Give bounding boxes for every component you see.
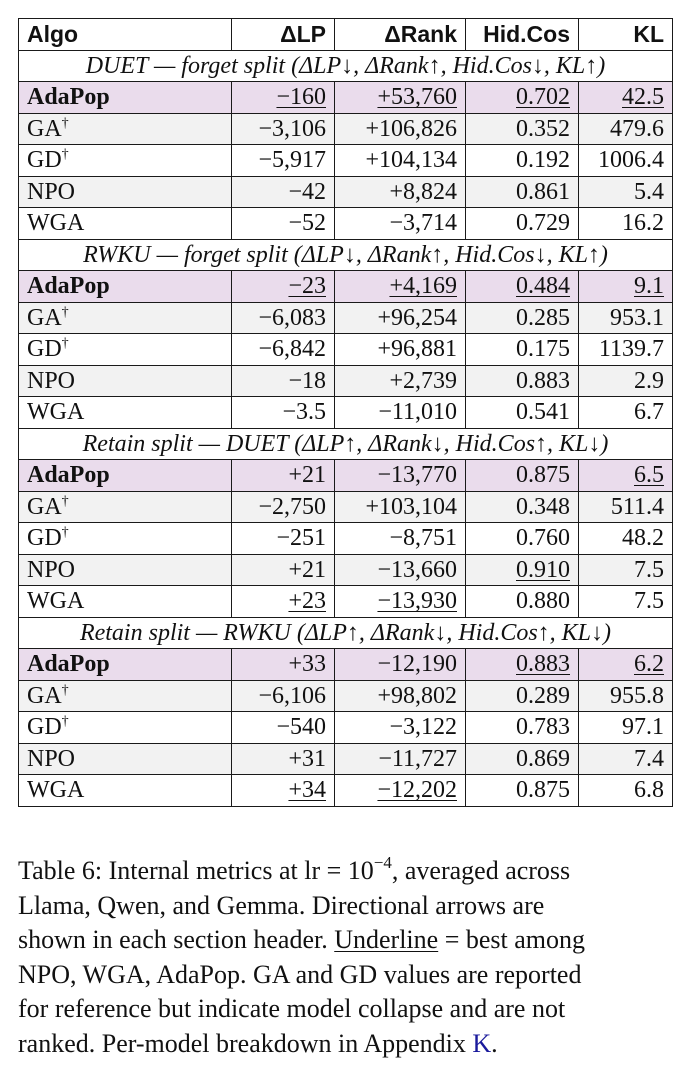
cell-value: 6.5 — [634, 462, 664, 489]
metrics-table — [18, 18, 673, 807]
cell-delta-rank — [335, 302, 466, 334]
cell-value: 9.1 — [634, 273, 664, 300]
cell-value: 0.910 — [516, 556, 570, 583]
cell-value: +106,826 — [365, 115, 457, 142]
cell-algo — [19, 586, 232, 618]
cell-delta-lp — [232, 743, 335, 775]
cell-kl — [579, 460, 673, 492]
section-title: DUET — forget split (ΔLP↓, ΔRank↑, Hid.Cos↓, KL↑) — [19, 50, 673, 82]
caption-line: Llama, Qwen, and Gemma. Directional arrows are — [18, 890, 545, 920]
cell-kl — [579, 523, 673, 555]
cell-value: −52 — [288, 210, 326, 237]
table-row — [19, 82, 673, 114]
cell-kl — [579, 775, 673, 807]
header-row — [19, 19, 673, 51]
algo-name: WGA — [27, 588, 85, 615]
cell-algo — [19, 397, 232, 429]
cell-value: −3.5 — [282, 399, 326, 426]
cell-value: 5.4 — [634, 178, 664, 205]
caption-text: = best among — [438, 925, 586, 954]
section-title: Retain split — RWKU (ΔLP↑, ΔRank↓, Hid.Cos↑, KL↓) — [19, 617, 673, 649]
cell-value: 0.192 — [516, 147, 570, 174]
cell-delta-lp — [232, 271, 335, 303]
cell-value: +98,802 — [377, 682, 457, 709]
table-row — [19, 586, 673, 618]
cell-value: 0.484 — [516, 273, 570, 300]
cell-value: +103,104 — [365, 493, 457, 520]
section-title: RWKU — forget split (ΔLP↓, ΔRank↑, Hid.Cos↓, KL↑) — [19, 239, 673, 271]
cell-kl — [579, 208, 673, 240]
cell-value: −160 — [276, 84, 326, 111]
table-row — [19, 712, 673, 744]
table-body — [19, 50, 673, 806]
cell-kl — [579, 712, 673, 744]
cell-value: 7.4 — [634, 745, 664, 772]
cell-algo — [19, 491, 232, 523]
cell-hid-cos — [466, 302, 579, 334]
cell-delta-rank — [335, 145, 466, 177]
cell-hid-cos — [466, 586, 579, 618]
cell-hid-cos — [466, 365, 579, 397]
caption-text: . — [491, 1028, 498, 1058]
cell-value: +4,169 — [389, 273, 457, 300]
cell-value: −18 — [288, 367, 326, 394]
table-row — [19, 649, 673, 681]
cell-value: −13,660 — [377, 556, 457, 583]
cell-delta-rank — [335, 649, 466, 681]
cell-value: +96,881 — [377, 336, 457, 363]
cell-delta-lp — [232, 554, 335, 586]
cell-delta-lp — [232, 334, 335, 366]
cell-value: +21 — [288, 462, 326, 489]
cell-kl — [579, 680, 673, 712]
cell-value: +33 — [288, 651, 326, 678]
cell-value: −12,202 — [377, 777, 457, 804]
cell-value: −12,190 — [377, 651, 457, 678]
cell-value: 6.2 — [634, 651, 664, 678]
table-row — [19, 680, 673, 712]
cell-value: 0.352 — [516, 115, 570, 142]
cell-delta-rank — [335, 743, 466, 775]
cell-kl — [579, 586, 673, 618]
cell-value: 511.4 — [610, 493, 664, 520]
table-row — [19, 208, 673, 240]
cell-delta-lp — [232, 649, 335, 681]
cell-delta-lp — [232, 460, 335, 492]
cell-delta-lp — [232, 302, 335, 334]
cell-value: 0.285 — [516, 304, 570, 331]
table-row — [19, 743, 673, 775]
section-header-row — [19, 239, 673, 271]
cell-value: 7.5 — [634, 556, 664, 583]
table-row — [19, 302, 673, 334]
cell-delta-lp — [232, 586, 335, 618]
cell-algo — [19, 743, 232, 775]
cell-value: 0.760 — [516, 525, 570, 552]
algo-name: WGA — [27, 210, 85, 237]
cell-kl — [579, 365, 673, 397]
cell-delta-rank — [335, 176, 466, 208]
cell-value: 479.6 — [610, 115, 664, 142]
section-header-row — [19, 428, 673, 460]
algo-name: GA — [27, 682, 62, 709]
cell-algo — [19, 554, 232, 586]
cell-value: +104,134 — [365, 147, 457, 174]
cell-delta-lp — [232, 680, 335, 712]
header-hid-cos: Hid.Cos — [466, 19, 579, 51]
cell-delta-rank — [335, 586, 466, 618]
algo-name: GD — [27, 336, 62, 363]
cell-value: 0.869 — [516, 745, 570, 772]
cell-algo — [19, 145, 232, 177]
cell-hid-cos — [466, 554, 579, 586]
cell-hid-cos — [466, 176, 579, 208]
dagger-mark: † — [61, 682, 69, 698]
algo-name: GD — [27, 525, 62, 552]
table-row — [19, 176, 673, 208]
cell-value: 0.880 — [516, 588, 570, 615]
dagger-mark: † — [61, 493, 69, 509]
dagger-mark: † — [61, 714, 69, 730]
cell-delta-rank — [335, 523, 466, 555]
cell-kl — [579, 397, 673, 429]
cell-kl — [579, 334, 673, 366]
cell-value: +2,739 — [389, 367, 457, 394]
table-row — [19, 334, 673, 366]
cell-algo — [19, 271, 232, 303]
header-delta-rank: ΔRank — [335, 19, 466, 51]
cell-algo — [19, 82, 232, 114]
cell-delta-rank — [335, 712, 466, 744]
dagger-mark: † — [61, 336, 69, 352]
cell-algo — [19, 302, 232, 334]
dagger-mark: † — [61, 525, 69, 541]
cell-kl — [579, 743, 673, 775]
caption-line — [18, 1027, 672, 1062]
table-row — [19, 397, 673, 429]
cell-algo — [19, 176, 232, 208]
cell-value: 16.2 — [622, 210, 664, 237]
cell-value: −3,106 — [258, 115, 326, 142]
algo-name: GA — [27, 493, 62, 520]
cell-delta-rank — [335, 271, 466, 303]
cell-value: 0.875 — [516, 462, 570, 489]
cell-algo — [19, 649, 232, 681]
algo-name: GA — [27, 304, 62, 331]
cell-value: −3,122 — [389, 714, 457, 741]
table-row — [19, 554, 673, 586]
cell-kl — [579, 113, 673, 145]
cell-hid-cos — [466, 775, 579, 807]
cell-value: +31 — [288, 745, 326, 772]
algo-name: AdaPop — [27, 651, 110, 678]
cell-algo — [19, 113, 232, 145]
cell-value: −6,106 — [258, 682, 326, 709]
cell-value: 0.702 — [516, 84, 570, 111]
algo-name: GA — [27, 115, 62, 142]
cell-value: 0.348 — [516, 493, 570, 520]
cell-hid-cos — [466, 271, 579, 303]
cell-value: +34 — [288, 777, 326, 804]
cell-value: −8,751 — [389, 525, 457, 552]
cell-value: −5,917 — [258, 147, 326, 174]
cell-value: 0.883 — [516, 367, 570, 394]
algo-name: WGA — [27, 777, 85, 804]
cell-delta-rank — [335, 365, 466, 397]
algo-name: NPO — [27, 556, 76, 583]
table-row — [19, 365, 673, 397]
cell-hid-cos — [466, 460, 579, 492]
cell-hid-cos — [466, 743, 579, 775]
cell-value: 1006.4 — [598, 147, 664, 174]
cell-delta-lp — [232, 82, 335, 114]
cell-delta-lp — [232, 491, 335, 523]
cell-hid-cos — [466, 82, 579, 114]
cell-kl — [579, 82, 673, 114]
cell-value: −3,714 — [389, 210, 457, 237]
caption-text: shown in each section header. — [18, 925, 335, 954]
algo-name: NPO — [27, 745, 76, 772]
caption-exponent: −4 — [373, 853, 392, 872]
caption-line: NPO, WGA, AdaPop. GA and GD values are reported — [18, 959, 582, 989]
cell-value: 953.1 — [610, 304, 664, 331]
cell-value: −42 — [288, 178, 326, 205]
cell-value: 955.8 — [610, 682, 664, 709]
section-header-row — [19, 50, 673, 82]
cell-delta-rank — [335, 775, 466, 807]
caption-underline-word: Underline — [334, 925, 439, 954]
cell-value: +53,760 — [377, 84, 457, 111]
table-row — [19, 491, 673, 523]
cell-algo — [19, 775, 232, 807]
cell-value: 2.9 — [634, 367, 664, 394]
cell-kl — [579, 491, 673, 523]
cell-hid-cos — [466, 397, 579, 429]
cell-delta-rank — [335, 334, 466, 366]
table-row — [19, 145, 673, 177]
cell-value: 42.5 — [622, 84, 664, 111]
table-caption — [18, 854, 672, 1061]
cell-hid-cos — [466, 334, 579, 366]
section-title: Retain split — DUET (ΔLP↑, ΔRank↓, Hid.Cos↑, KL↓) — [19, 428, 673, 460]
cell-value: 0.875 — [516, 777, 570, 804]
table-row — [19, 271, 673, 303]
cell-delta-rank — [335, 208, 466, 240]
table-row — [19, 460, 673, 492]
cell-value: −13,930 — [377, 588, 457, 615]
cell-hid-cos — [466, 491, 579, 523]
cell-kl — [579, 554, 673, 586]
cell-delta-rank — [335, 113, 466, 145]
cell-delta-rank — [335, 680, 466, 712]
cell-value: −540 — [276, 714, 326, 741]
cell-hid-cos — [466, 145, 579, 177]
caption-line: for reference but indicate model collapse and are not — [18, 994, 566, 1023]
cell-value: −6,083 — [258, 304, 326, 331]
dagger-mark: † — [61, 147, 69, 163]
cell-value: 48.2 — [622, 525, 664, 552]
cell-value: 0.783 — [516, 714, 570, 741]
header-delta-lp: ΔLP — [232, 19, 335, 51]
algo-name: AdaPop — [27, 462, 110, 489]
header-algo: Algo — [19, 19, 232, 51]
dagger-mark: † — [61, 115, 69, 131]
cell-kl — [579, 145, 673, 177]
cell-delta-lp — [232, 145, 335, 177]
cell-value: +21 — [288, 556, 326, 583]
dagger-mark: † — [61, 304, 69, 320]
cell-algo — [19, 365, 232, 397]
cell-value: −11,010 — [378, 399, 457, 426]
cell-hid-cos — [466, 113, 579, 145]
appendix-link[interactable]: K — [472, 1028, 492, 1058]
cell-value: 0.861 — [516, 178, 570, 205]
cell-value: 1139.7 — [598, 336, 664, 363]
cell-delta-rank — [335, 460, 466, 492]
cell-kl — [579, 271, 673, 303]
cell-algo — [19, 712, 232, 744]
cell-delta-lp — [232, 397, 335, 429]
table-row — [19, 113, 673, 145]
cell-delta-rank — [335, 82, 466, 114]
cell-kl — [579, 302, 673, 334]
cell-hid-cos — [466, 208, 579, 240]
cell-delta-lp — [232, 365, 335, 397]
algo-name: AdaPop — [27, 273, 110, 300]
cell-value: 7.5 — [634, 588, 664, 615]
cell-value: 0.729 — [516, 210, 570, 237]
algo-name: NPO — [27, 178, 76, 205]
cell-value: −11,727 — [378, 745, 457, 772]
cell-delta-rank — [335, 554, 466, 586]
cell-value: +96,254 — [377, 304, 457, 331]
cell-delta-lp — [232, 113, 335, 145]
cell-value: 0.289 — [516, 682, 570, 709]
cell-delta-lp — [232, 208, 335, 240]
cell-delta-lp — [232, 712, 335, 744]
table-row — [19, 775, 673, 807]
cell-value: 0.883 — [516, 651, 570, 678]
section-header-row — [19, 617, 673, 649]
cell-algo — [19, 208, 232, 240]
cell-value: −13,770 — [377, 462, 457, 489]
cell-hid-cos — [466, 680, 579, 712]
cell-value: +23 — [288, 588, 326, 615]
cell-value: 0.175 — [516, 336, 570, 363]
caption-text: ranked. Per-model breakdown in Appendix — [18, 1028, 473, 1058]
cell-value: −2,750 — [258, 493, 326, 520]
algo-name: WGA — [27, 399, 85, 426]
cell-value: 6.7 — [634, 399, 664, 426]
cell-delta-rank — [335, 491, 466, 523]
cell-value: 6.8 — [634, 777, 664, 804]
cell-hid-cos — [466, 649, 579, 681]
cell-delta-lp — [232, 775, 335, 807]
caption-line — [18, 854, 672, 889]
cell-kl — [579, 649, 673, 681]
caption-line — [18, 923, 672, 958]
algo-name: NPO — [27, 367, 76, 394]
cell-delta-lp — [232, 523, 335, 555]
cell-value: −6,842 — [258, 336, 326, 363]
cell-hid-cos — [466, 523, 579, 555]
cell-algo — [19, 460, 232, 492]
cell-value: −251 — [276, 525, 326, 552]
cell-hid-cos — [466, 712, 579, 744]
table-row — [19, 523, 673, 555]
cell-delta-rank — [335, 397, 466, 429]
cell-algo — [19, 523, 232, 555]
caption-text: , averaged across — [391, 856, 571, 885]
header-kl: KL — [579, 19, 673, 51]
algo-name: GD — [27, 147, 62, 174]
cell-value: 97.1 — [622, 714, 664, 741]
algo-name: GD — [27, 714, 62, 741]
cell-algo — [19, 680, 232, 712]
algo-name: AdaPop — [27, 84, 110, 111]
caption-text: Table 6: Internal metrics at lr = 10 — [18, 856, 374, 885]
cell-value: +8,824 — [389, 178, 457, 205]
cell-value: −23 — [288, 273, 326, 300]
cell-value: 0.541 — [516, 399, 570, 426]
cell-kl — [579, 176, 673, 208]
cell-algo — [19, 334, 232, 366]
cell-delta-lp — [232, 176, 335, 208]
